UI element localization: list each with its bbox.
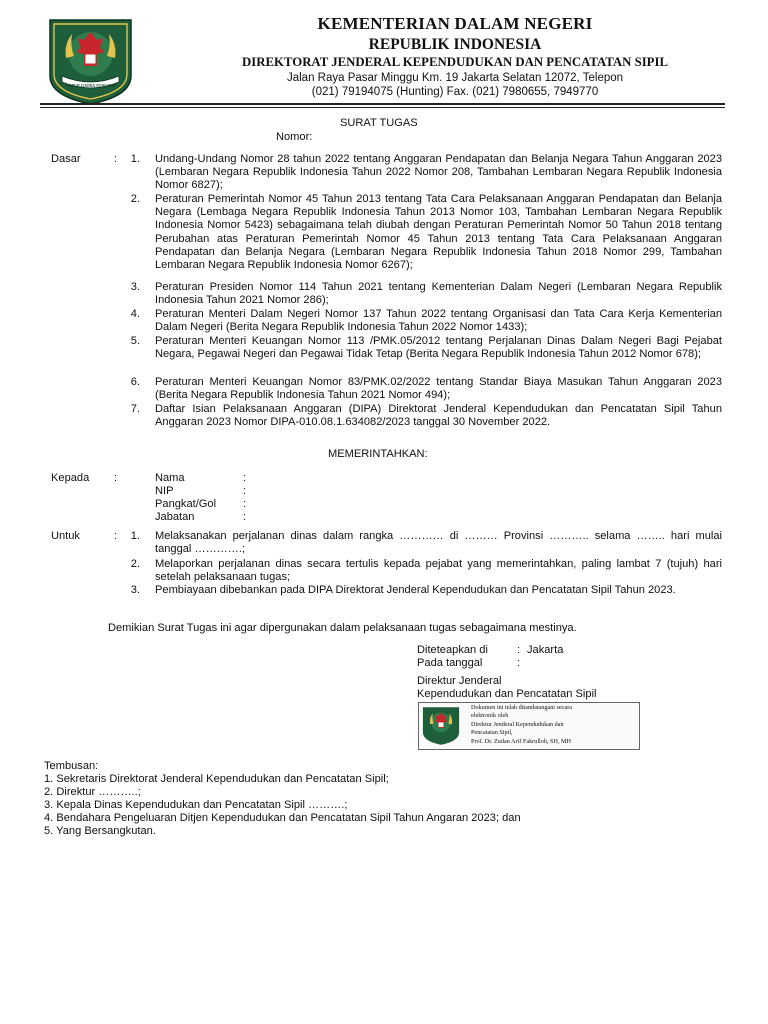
tembusan-number: 1.	[44, 773, 54, 785]
logo-motto: CATUR GATRA TUNGGAL	[65, 83, 116, 88]
kepada-label: Kepada	[51, 472, 90, 484]
field-colon: :	[243, 472, 247, 484]
dasar-item-number: 6.	[130, 376, 140, 388]
tembusan-heading: Tembusan:	[44, 760, 99, 772]
tembusan-text: Yang Bersangkutan.	[56, 825, 156, 837]
doc-number: Nomor:	[276, 131, 313, 143]
tembusan-item	[44, 825, 156, 838]
tembusan-number: 5.	[44, 825, 54, 837]
doc-title: SURAT TUGAS	[340, 117, 418, 129]
electronic-signature-box	[418, 702, 640, 750]
untuk-colon: :	[114, 530, 118, 542]
kepada-colon: :	[114, 472, 118, 484]
field-colon: :	[243, 511, 247, 523]
kop-directorate: DIREKTORAT JENDERAL KEPENDUDUKAN DAN PENCATATAN SIPIL	[241, 55, 669, 69]
tembusan-item	[44, 799, 347, 812]
untuk-item-number: 1.	[130, 530, 140, 542]
dasar-item-text: Daftar Isian Pelaksanaan Anggaran (DIPA) Direktorat Jenderal Kependudukan dan Pencatatan Sipil Tahun Anggaran 2023 Nomor DIPA-010.08.1.634082/2023 tanggal 30 November 2022.	[155, 403, 722, 429]
dasar-item-number: 5.	[130, 335, 140, 347]
dasar-item-text: Peraturan Pemerintah Nomor 45 Tahun 2013 tentang Tata Cara Pelaksanaan Anggaran Pendapatan dan Belanja Negara (Lembaga Negara Republik Indonesia Tahun 2013 Nomor 103, Tambahan Lembaran Negara Republik Indonesia Nomor 5423) sebagaimana telah diubah dengan Peraturan Pemerintah Nomor 50 Tahun 2018 tentang Perubahan atas Peraturan Pemerintah Nomor 45 Tahun 2013 tentang Tata Cara Pelaksanaan Anggaran Pendapatan dan Belanja Negara (Lembaran Negara Republik Indonesia Tahun 2018 Nomor 299, Tambahan Lembaran Negara Republik Indonesia Nomor 6267);	[155, 193, 722, 272]
dasar-item-text: Peraturan Menteri Keuangan Nomor 113 /PMK.05/2012 tentang Perjalanan Dinas Dalam Negeri Bagi Pejabat Negara, Pegawai Negeri dan Pegawai Tidak Tetap (Berita Negara Republik Indonesia Tahun 2012 Nomor 678);	[155, 335, 722, 361]
tembusan-text: Sekretaris Direktorat Jenderal Kependudukan dan Pencatatan Sipil;	[56, 773, 389, 785]
esign-line: Direktur Jenderal Kependudukan dan	[471, 720, 564, 728]
untuk-item-text: Melaksanakan perjalanan dinas dalam rangka ………… di ……… Provinsi ……….. selama …….. hari mulai tanggal ………….;	[155, 530, 722, 556]
tembusan-item	[44, 812, 521, 825]
tanggal-colon: :	[517, 657, 521, 669]
field-label-nama: Nama	[155, 472, 185, 484]
closing-statement: Demikian Surat Tugas ini agar dipergunakan dalam pelaksanaan tugas sebagaimana mestinya.	[108, 622, 577, 634]
tembusan-number: 4.	[44, 812, 54, 824]
esign-line: Dokumen ini telah ditandatangani secara	[471, 704, 573, 711]
memerintahkan-heading: MEMERINTAHKAN:	[328, 448, 428, 460]
dasar-item-number: 7.	[130, 403, 140, 415]
ditetapkan-value: Jakarta	[527, 644, 564, 656]
dasar-colon: :	[114, 153, 118, 165]
dasar-item-number: 4.	[130, 308, 140, 320]
dasar-item-number: 3.	[130, 281, 140, 293]
dasar-label: Dasar	[51, 153, 81, 165]
signatory-office-1: Direktur Jenderal	[417, 675, 502, 687]
dasar-item-number: 2.	[130, 193, 140, 205]
tembusan-number: 2.	[44, 786, 54, 798]
tembusan-number: 3.	[44, 799, 54, 811]
field-label-jabatan: Jabatan	[155, 511, 195, 523]
tanggal-label: Pada tanggal	[417, 657, 483, 669]
untuk-label: Untuk	[51, 530, 80, 542]
signature-logo	[422, 706, 460, 746]
field-colon: :	[243, 498, 247, 510]
tembusan-item	[44, 773, 389, 786]
esign-line: Pencatatan Sipil,	[471, 729, 513, 737]
dasar-item-text: Peraturan Menteri Dalam Negeri Nomor 137 Tahun 2022 tentang Organisasi dan Tata Cara Kerja Kementerian Dalam Negeri (Berita Negara Republik Indonesia Tahun 2022 Nomor 1433);	[155, 308, 722, 334]
tembusan-text: Kepala Dinas Kependudukan dan Pencatatan Sipil ……….;	[56, 799, 348, 811]
untuk-item-number: 3.	[130, 584, 140, 596]
ditetapkan-colon: :	[517, 644, 521, 656]
ditetapkan-label: Diteteapkan di	[417, 644, 488, 656]
letterhead-rule	[40, 103, 725, 105]
untuk-item-number: 2.	[130, 558, 140, 570]
field-label-nip: NIP	[155, 485, 174, 497]
dasar-item-text: Undang-Undang Nomor 28 tahun 2022 tentang Anggaran Pendapatan dan Belanja Negara Tahun Anggaran 2023 (Lembaran Negara Republik Indonesia Tahun 2022 Nomor 208, Tambahan Lembaran Negara Republik Indonesia Nomor 6827);	[155, 153, 722, 192]
letterhead-rule-thin	[40, 107, 725, 108]
field-label-pangkat: Pangkat/Gol	[155, 498, 217, 510]
kop-phone: (021) 79194075 (Hunting) Fax. (021) 7980655, 7949770	[311, 86, 599, 98]
untuk-item-text: Melaporkan perjalanan dinas secara tertulis kepada pejabat yang memerintahkan, paling lambat 7 (tujuh) hari setelah pelaksanaan tugas;	[155, 558, 722, 584]
untuk-item-text: Pembiayaan dibebankan pada DIPA Direktorat Jenderal Kependudukan dan Pencatatan Sipil Tahun 2023.	[155, 584, 676, 596]
signatory-office-2: Kependudukan dan Pencatatan Sipil	[417, 688, 597, 700]
tembusan-text: Direktur ………..;	[56, 786, 141, 798]
esign-text	[471, 704, 636, 746]
esign-signatory-name: Prof. Dr. Zudan Arif Fakrulloh, SH, MH	[471, 737, 572, 745]
esign-line: elektronik oleh	[471, 712, 509, 720]
kop-ministry: KEMENTERIAN DALAM NEGERI	[317, 14, 593, 33]
tembusan-item	[44, 786, 141, 799]
dasar-item-number: 1.	[130, 153, 140, 165]
field-colon: :	[243, 485, 247, 497]
kop-country: REPUBLIK INDONESIA	[368, 36, 542, 53]
kop-address: Jalan Raya Pasar Minggu Km. 19 Jakarta Selatan 12072, Telepon	[286, 72, 624, 84]
tembusan-text: Bendahara Pengeluaran Ditjen Kependudukan dan Pencatatan Sipil Tahun Angaran 2023; dan	[56, 812, 521, 824]
dasar-item-text: Peraturan Menteri Keuangan Nomor 83/PMK.02/2022 tentang Standar Biaya Masukan Tahun Anggaran 2023 (Berita Negara Republik Indonesia Tahun 2021 Nomor 494);	[155, 376, 722, 402]
kemendagri-logo	[48, 18, 133, 106]
dasar-item-text: Peraturan Presiden Nomor 114 Tahun 2021 tentang Kementerian Dalam Negeri (Lembaran Negara Republik Indonesia Tahun 2021 Nomor 286);	[155, 281, 722, 307]
